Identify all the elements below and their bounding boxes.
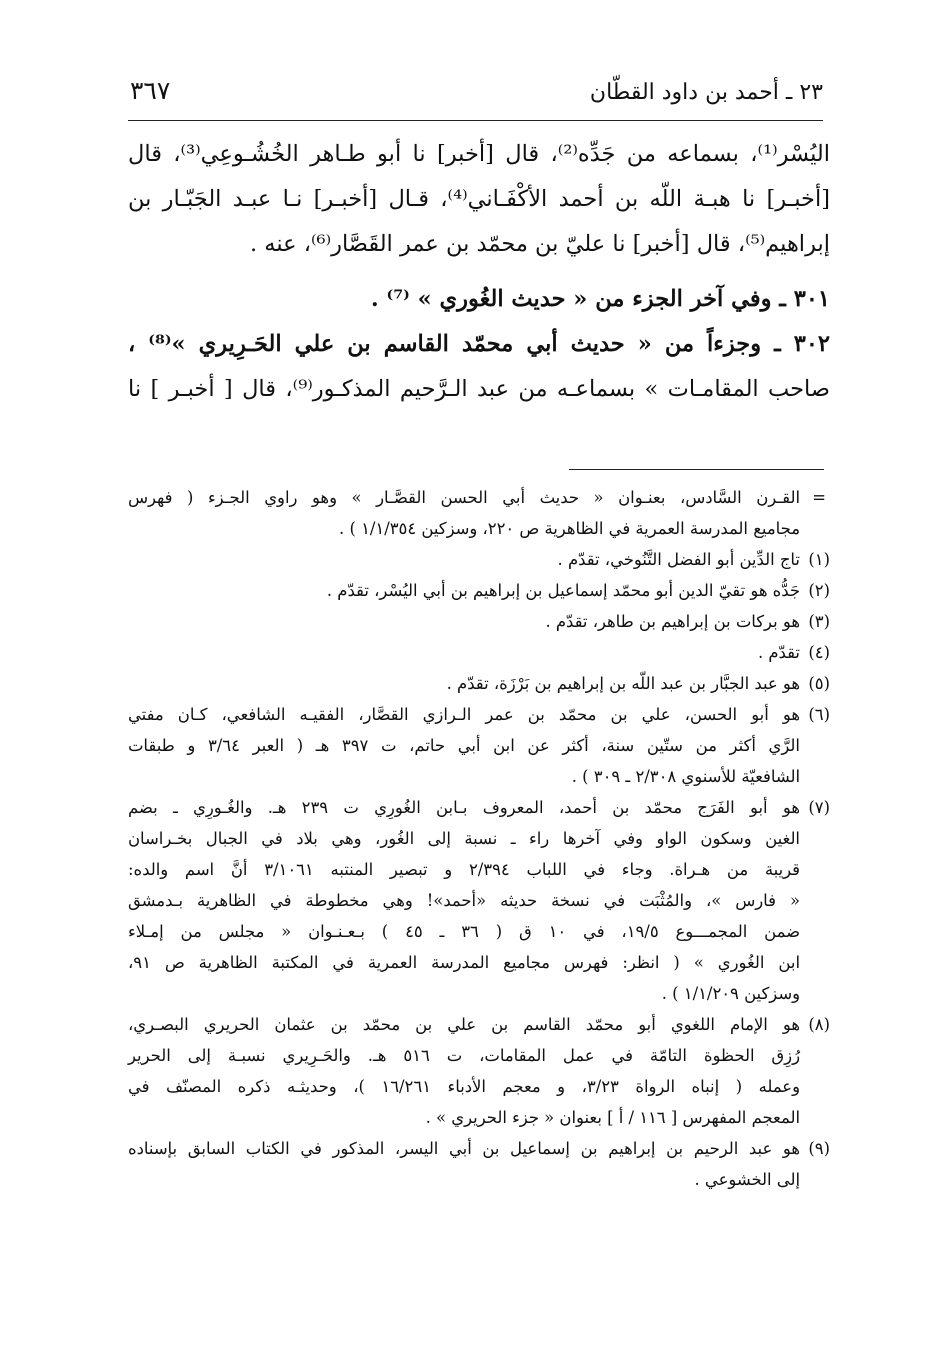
footnotes bbox=[128, 482, 830, 1195]
running-title: ٢٣ ـ أحمد بن داود القطّان bbox=[589, 80, 823, 105]
footnote-line: الغين وسكون الواو وفي آخرها راء ـ نسبة إلى الغُور، وهي بلاد في الجبال بخـراسان bbox=[128, 829, 800, 848]
footnote-line: وسزكين ١/١/٢٠٩ ) . bbox=[661, 984, 800, 1003]
footnote-line: تاج الدِّين أبو الفضل التَّنُوخي، تقدّم . bbox=[557, 550, 800, 569]
footnote-line: ابن الغُوري » ( انظر: فهرس مجاميع المدرسة العمرية في المكتبة الظاهرية ص ٩١، bbox=[128, 953, 800, 972]
footnote-9 bbox=[128, 1133, 830, 1195]
page-number: ٣٦٧ bbox=[130, 76, 171, 105]
page-header bbox=[128, 68, 823, 121]
footnote-line: تقدّم . bbox=[757, 643, 800, 662]
footnote-separator bbox=[569, 469, 824, 470]
footnote-1 bbox=[128, 544, 830, 575]
main-text-line: إبراهيم⁽⁵⁾، قال [أخبر] نا عليّ بن محمّد بن عمر القَصَّار⁽⁶⁾، عنه . bbox=[250, 231, 830, 257]
footnote-line: هو بركات بن إبراهيم بن طاهر، تقدّم . bbox=[545, 612, 800, 631]
footnote-number: (٨) bbox=[808, 1015, 830, 1034]
footnote-number: (٢) bbox=[808, 581, 830, 600]
footnote-line: إلى الخشوعي . bbox=[694, 1170, 800, 1189]
footnote-line: الرَّي أكثر من ستّين سنة، أكثر عن ابن أبي حاتم، ت ٣٩٧ هـ ( العبر ٣/٦٤ و طبقات bbox=[128, 736, 800, 755]
main-text-line: صاحب المقامـات » بسماعـه من عبد الـرَّحيم المذكـور⁽⁹⁾، قال [ أخبـر ] نا bbox=[128, 376, 831, 402]
footnote-line: رُزِق الحظوة التامّة في عمل المقامات، ت ٥١٦ هـ. والحَـرِيري نسبـة إلى الحرير bbox=[128, 1046, 800, 1065]
footnote-2 bbox=[128, 575, 830, 606]
main-text bbox=[128, 132, 830, 412]
footnote-5 bbox=[128, 668, 830, 699]
entry-302: ٣٠٢ ـ وجزءاً من « حديث أبي محمّد القاسم بن علي الحَـرِيري »⁽⁸⁾ ، bbox=[128, 331, 830, 357]
footnote-line: « فارس »، والمُثْبَت في نسخة حديثه «أحمد»! وهي مخطوطة في الظاهرية بـدمشق bbox=[128, 891, 800, 910]
footnote-number: (١) bbox=[808, 550, 830, 569]
footnote-number: (٥) bbox=[808, 674, 830, 693]
footnote-line: القـرن السَّادس، بعنـوان « حديث أبي الحسن القصَّـار » وهو راوي الجـزء ( فهرس bbox=[128, 488, 800, 507]
footnote-line: هو عبد الجبَّار بن عبد اللّه بن إبراهيم بن بَرْزَة، تقدّم . bbox=[446, 674, 800, 693]
footnote-3 bbox=[128, 606, 830, 637]
footnote-number: (٤) bbox=[808, 643, 830, 662]
footnote-7 bbox=[128, 792, 830, 1009]
footnote-number: (٩) bbox=[808, 1139, 830, 1158]
footnote-line: قريبة من هـراة. وجاء في اللباب ٢/٣٩٤ و تبصير المنتبه ٣/١٠٦١ أنَّ اسم والده: bbox=[128, 860, 801, 879]
footnote-line: ضمن المجمـــوع ١٩/٥، في ١٠ ق ( ٣٦ ـ ٤٥ ) بـعـنـوان « مجلس من إمـلاء bbox=[128, 922, 800, 941]
footnote-number: (٧) bbox=[808, 798, 830, 817]
footnote-number: (٦) bbox=[808, 705, 830, 724]
footnote-line: هو أبو الحسن، علي بن محمّد بن عمر الـرازي القصَّار، الفقيـه الشافعي، كـان مفتي bbox=[128, 705, 800, 724]
footnote-number: = bbox=[812, 488, 826, 507]
footnote-line: مجاميع المدرسة العمرية في الظاهرية ص ٢٢٠، وسزكين ١/١/٣٥٤ ) . bbox=[339, 519, 800, 538]
footnote-line: هو أبو الفَرَج محمّد بن أحمد، المعروف بـابن الغُورِي ت ٢٣٩ هـ. والغُـورِي ـ بضم bbox=[128, 798, 800, 817]
footnote-line: جَدُّه هو تقيّ الدين أبو محمّد إسماعيل بن إبراهيم بن أبي اليُسْر، تقدّم . bbox=[326, 581, 800, 600]
main-text-line: اليُسْر⁽¹⁾، بسماعه من جَدِّه⁽²⁾، قال [أخبر] نا أبو طـاهر الخُشُـوعِي⁽³⁾، قال bbox=[128, 141, 831, 167]
entry-301: ٣٠١ ـ وفي آخر الجزء من « حديث الغُوري » ⁽⁷⁾ . bbox=[370, 286, 830, 312]
footnote-6 bbox=[128, 699, 830, 792]
footnote-4 bbox=[128, 637, 830, 668]
footnote-line: الشافعيّة للأسنوي ٢/٣٠٨ ـ ٣٠٩ ) . bbox=[571, 767, 800, 786]
footnote-continuation bbox=[128, 482, 830, 544]
footnote-number: (٣) bbox=[808, 612, 830, 631]
footnote-line: هو عبد الرحيم بن إبراهيم بن إسماعيل بن أبي اليسر، المذكور في الكتاب السابق بإسناده bbox=[128, 1139, 800, 1158]
footnote-line: هو الإمام اللغوي أبو محمّد القاسم بن علي بن محمّد بن عثمان الحريري البصـري، bbox=[128, 1015, 800, 1034]
footnote-line: المعجم المفهرس [ ١١٦ / أ ] بعنوان « جزء الحريري » . bbox=[425, 1108, 800, 1127]
main-text-line: [أخبـر] نا هبـة اللّه بن أحمد الأكْفَـاني⁽⁴⁾، قـال [أخبـر] نـا عبـد الجَبّـار بن bbox=[128, 186, 830, 212]
footnote-line: وعمله ( إنباه الرواة ٣/٢٣، و معجم الأدباء ١٦/٢٦١ )، وحديثـه ذكره المصنّف في bbox=[128, 1077, 800, 1096]
footnote-8 bbox=[128, 1009, 830, 1133]
